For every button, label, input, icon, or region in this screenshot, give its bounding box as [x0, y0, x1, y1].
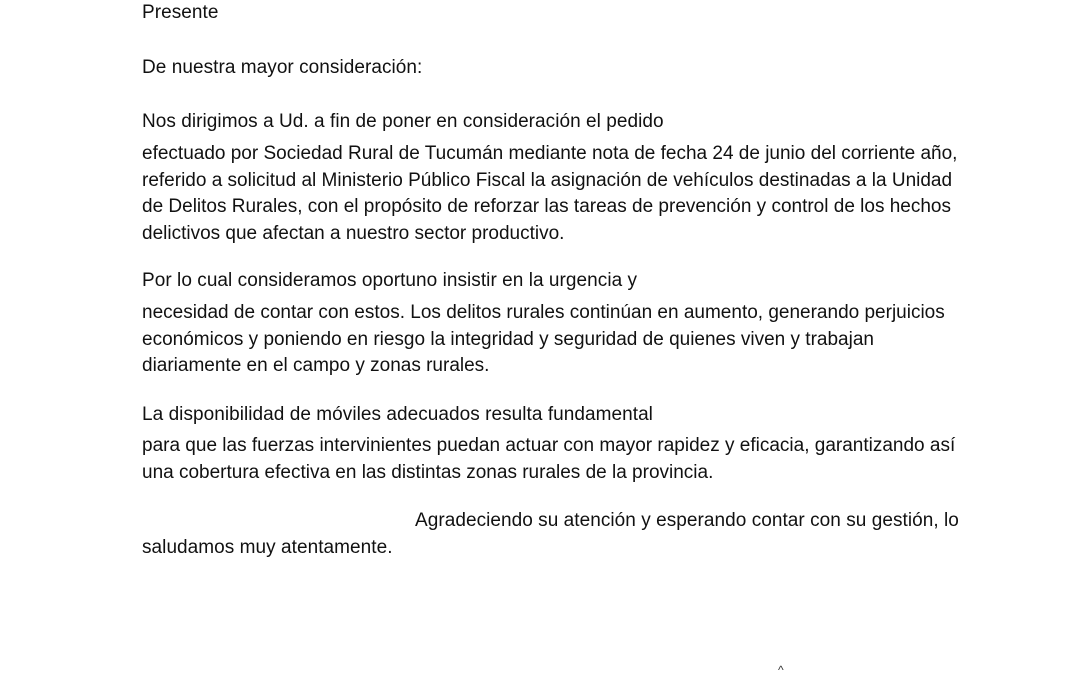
closing-first-line: Agradeciendo su atención y esperando contar con su gestión, lo — [415, 510, 959, 531]
paragraph-2-body — [142, 300, 1022, 380]
paragraph-3-line: para que las fuerzas intervinientes puedan actuar con mayor rapidez y eficacia, garantizando así — [142, 435, 956, 456]
paragraph-1-body — [142, 141, 1022, 247]
paragraph-2-line: económicos y poniendo en riesgo la integridad y seguridad de quienes viven y trabajan — [142, 328, 874, 350]
paragraph-3-body — [142, 433, 1022, 486]
paragraph-3-line: una cobertura efectiva en las distintas zonas rurales de la provincia. — [142, 461, 714, 483]
paragraph-1-line: de Delitos Rurales, con el propósito de reforzar las tareas de prevención y control de los hechos — [142, 196, 951, 217]
bottom-mark: ^ — [778, 663, 784, 677]
paragraph-3-lead: La disponibilidad de móviles adecuados resulta fundamental — [142, 404, 653, 425]
recipient-line: Presente — [142, 2, 219, 23]
paragraph-1-lead: Nos dirigimos a Ud. a fin de poner en consideración el pedido — [142, 111, 664, 132]
paragraph-2-lead: Por lo cual consideramos oportuno insistir en la urgencia y — [142, 270, 638, 291]
paragraph-1-line: efectuado por Sociedad Rural de Tucumán mediante nota de fecha 24 de junio del corriente año, — [142, 143, 958, 164]
paragraph-2-line: necesidad de contar con estos. Los delitos rurales continúan en aumento, generando perjuicios — [142, 302, 945, 323]
greeting: De nuestra mayor consideración: — [142, 57, 423, 78]
paragraph-1-line: delictivos que afectan a nuestro sector productivo. — [142, 222, 565, 244]
closing-second-line: saludamos muy atentamente. — [142, 537, 393, 558]
paragraph-1-line: referido a solicitud al Ministerio Público Fiscal la asignación de vehículos destinadas a la Unidad — [142, 169, 953, 191]
paragraph-2-line: diariamente en el campo y zonas rurales. — [142, 355, 490, 376]
